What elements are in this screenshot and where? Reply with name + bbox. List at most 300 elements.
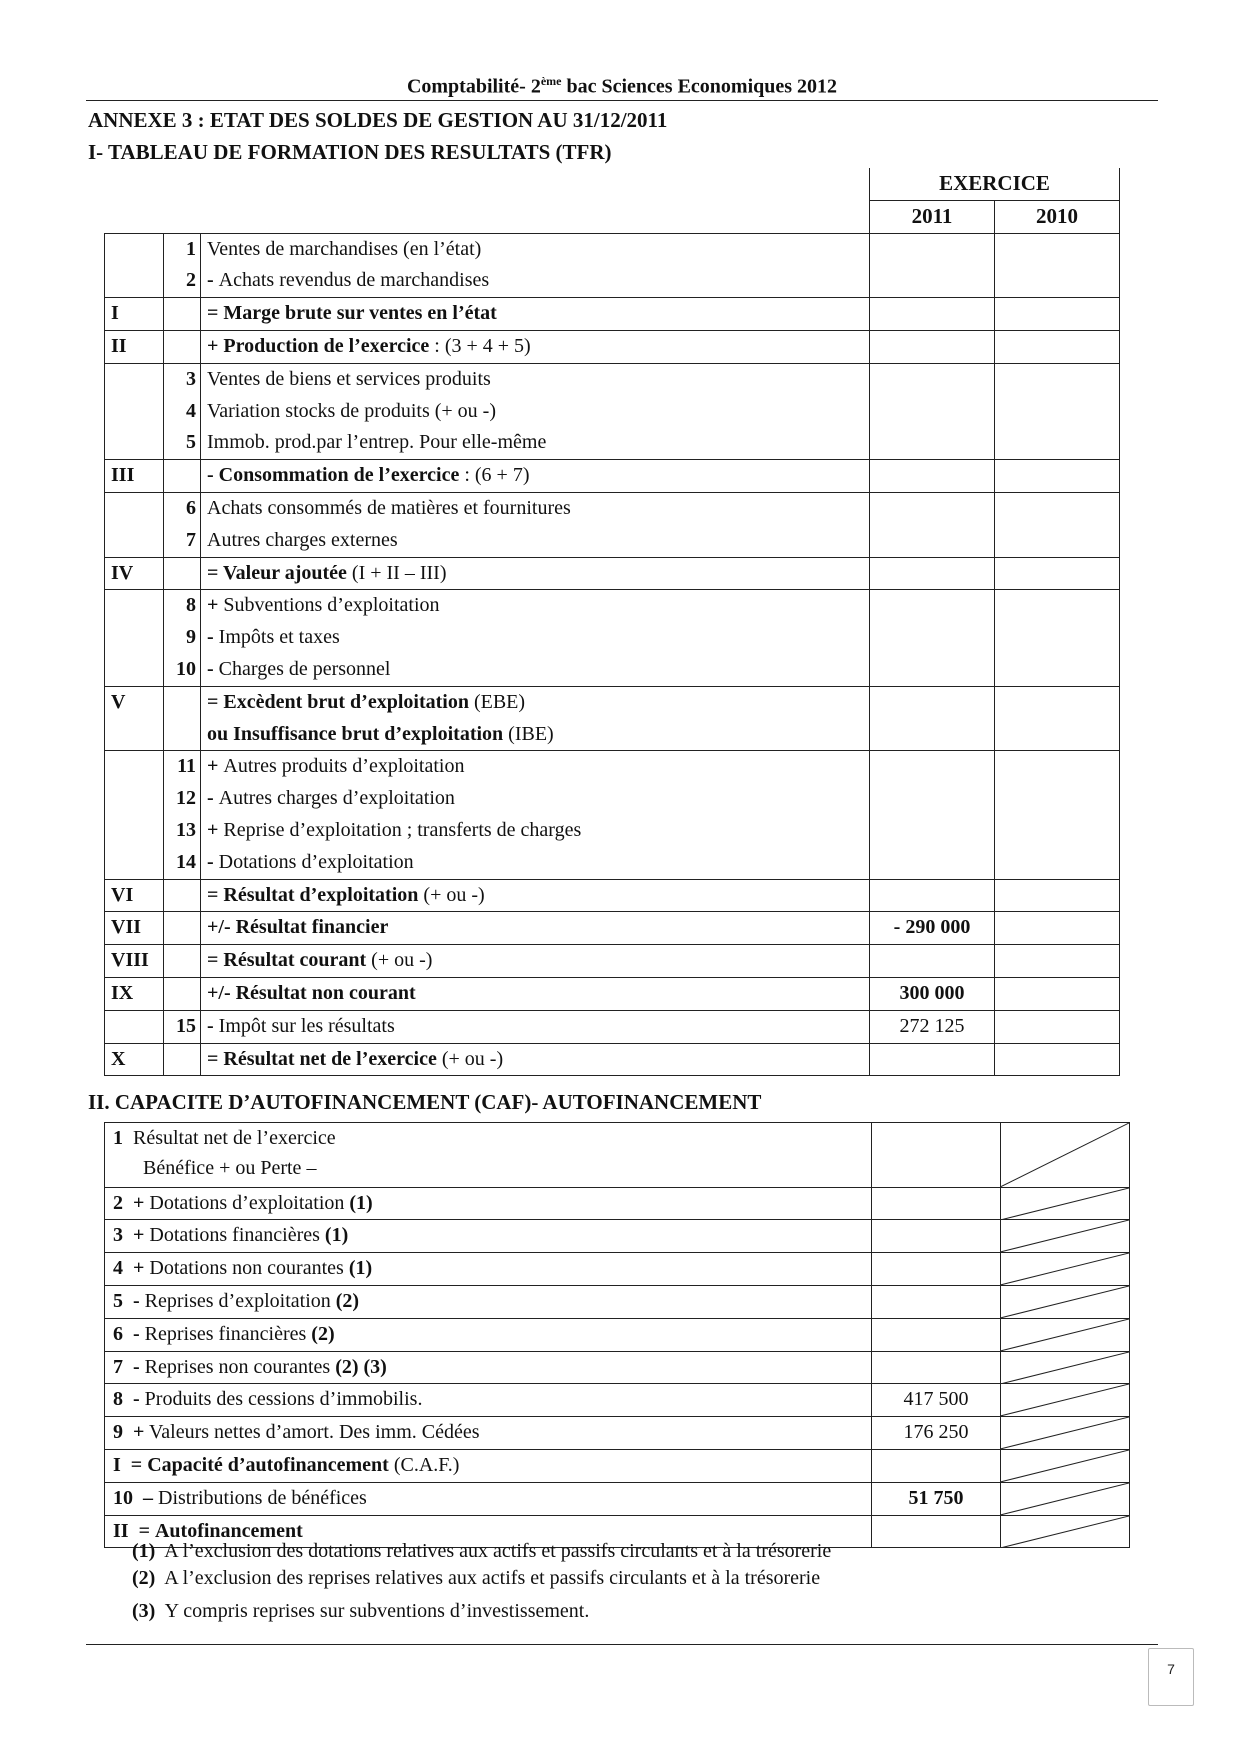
tfr-label-text: Impôt sur les résultats xyxy=(218,1014,395,1037)
caf-label xyxy=(105,1187,872,1220)
tfr-sign: - xyxy=(207,626,219,649)
tfr-value-2011: 272 125 xyxy=(870,1010,995,1043)
tfr-num xyxy=(164,977,201,1010)
caf-ref: (1) xyxy=(348,1257,373,1280)
tfr-roman xyxy=(105,847,164,879)
tfr-label xyxy=(201,751,870,783)
caf-label xyxy=(105,1253,872,1286)
tfr-num: 14 xyxy=(164,847,201,879)
tfr-value-2010 xyxy=(995,1010,1120,1043)
tfr-row xyxy=(105,1043,1120,1076)
tfr-row xyxy=(105,427,1120,459)
tfr-label-bold: = Valeur ajoutée xyxy=(207,561,347,584)
caf-label-text: Valeurs nettes d’amort. Des imm. Cédées xyxy=(149,1421,480,1444)
caf-crossed-cell xyxy=(1001,1417,1130,1450)
diagonal-line xyxy=(1001,1352,1129,1384)
diagonal-strike xyxy=(1001,1123,1129,1187)
tfr-roman: I xyxy=(105,298,164,331)
caf-crossed-cell xyxy=(1001,1187,1130,1220)
tfr-roman xyxy=(105,654,164,686)
tfr-value-2011 xyxy=(870,525,995,557)
tfr-row xyxy=(105,751,1120,783)
caf-crossed-cell xyxy=(1001,1123,1130,1188)
diagonal-strike xyxy=(1001,1253,1129,1285)
caf-label-text: Reprises d’exploitation xyxy=(144,1289,331,1312)
caf-sign: = xyxy=(138,1519,150,1542)
tfr-num: 10 xyxy=(164,654,201,686)
caf-label xyxy=(105,1417,872,1450)
tfr-label xyxy=(201,233,870,265)
tfr-num: 6 xyxy=(164,492,201,524)
caf-row xyxy=(105,1482,1130,1515)
header-text-pre: Comptabilité- 2 xyxy=(406,75,541,98)
caf-num: 3 xyxy=(113,1224,123,1247)
tfr-roman xyxy=(105,525,164,557)
tfr-value-2010 xyxy=(995,719,1120,751)
header-rule xyxy=(86,100,1158,101)
tfr-roman: VI xyxy=(105,879,164,912)
caf-value: 417 500 xyxy=(872,1384,1001,1417)
diagonal-line xyxy=(1001,1220,1129,1252)
caf-crossed-cell xyxy=(1001,1515,1130,1548)
caf-ref: (2) (3) xyxy=(335,1355,387,1378)
footnote-text: A l’exclusion des reprises relatives aux actifs et passifs circulants et à la trésorerie xyxy=(164,1567,821,1589)
caf-label xyxy=(105,1220,872,1253)
tfr-row xyxy=(105,783,1120,815)
diagonal-line xyxy=(1001,1417,1129,1449)
tfr-label-bold: = Résultat net de l’exercice xyxy=(207,1047,437,1070)
caf-label xyxy=(105,1449,872,1482)
tfr-label xyxy=(201,590,870,622)
caf-sign: – xyxy=(143,1486,153,1509)
caf-ref: (2) xyxy=(311,1322,335,1345)
tfr-label-text: Immob. prod.par l’entrep. Pour elle-même xyxy=(207,431,547,454)
caf-label xyxy=(105,1482,872,1515)
tfr-num xyxy=(164,686,201,718)
caf-label-bold: Autofinancement xyxy=(154,1519,303,1542)
caf-value xyxy=(872,1515,1001,1548)
tfr-roman xyxy=(105,751,164,783)
tfr-label xyxy=(201,815,870,847)
tfr-label-text: (+ ou -) xyxy=(436,1047,504,1070)
caf-ref: (1) xyxy=(349,1191,373,1214)
tfr-label xyxy=(201,460,870,493)
caf-label xyxy=(105,1351,872,1384)
tfr-num: 3 xyxy=(164,363,201,395)
diagonal-strike xyxy=(1001,1286,1129,1318)
tfr-roman: III xyxy=(105,460,164,493)
tfr-num: 1 xyxy=(164,233,201,265)
caf-num: II xyxy=(113,1519,129,1542)
tfr-roman: V xyxy=(105,686,164,718)
tfr-label-text: Charges de personnel xyxy=(218,657,391,680)
tfr-label xyxy=(201,427,870,459)
tfr-label xyxy=(201,945,870,978)
tfr-label xyxy=(201,557,870,590)
tfr-row xyxy=(105,233,1120,265)
tfr-roman: X xyxy=(105,1043,164,1076)
caf-crossed-cell xyxy=(1001,1220,1130,1253)
tfr-roman: II xyxy=(105,330,164,363)
tfr-label-text: (EBE) xyxy=(468,690,526,713)
tfr-value-2010 xyxy=(995,460,1120,493)
caf-row xyxy=(105,1285,1130,1318)
caf-label xyxy=(105,1318,872,1351)
tfr-label-text: Impôts et taxes xyxy=(218,626,340,649)
tfr-value-2010 xyxy=(995,847,1120,879)
tfr-roman xyxy=(105,427,164,459)
caf-value xyxy=(872,1351,1001,1384)
tfr-value-2010 xyxy=(995,783,1120,815)
tfr-num: 2 xyxy=(164,265,201,297)
caf-num: 5 xyxy=(113,1289,123,1312)
caf-title: II. CAPACITE D’AUTOFINANCEMENT (CAF)- AUTOFINANCEMENT xyxy=(88,1090,762,1114)
caf-value xyxy=(872,1187,1001,1220)
diagonal-strike xyxy=(1001,1352,1129,1384)
tfr-row xyxy=(105,912,1120,945)
footer-rule xyxy=(86,1644,1158,1645)
tfr-label xyxy=(201,879,870,912)
tfr-row xyxy=(105,590,1120,622)
tfr-num xyxy=(164,1043,201,1076)
tfr-roman xyxy=(105,622,164,654)
diagonal-line xyxy=(1001,1123,1129,1187)
tfr-roman: VIII xyxy=(105,945,164,978)
tfr-value-2011 xyxy=(870,945,995,978)
caf-label-text: Dotations financières xyxy=(149,1224,320,1247)
tfr-label-bold: = Résultat d’exploitation xyxy=(207,883,419,906)
tfr-title: I- TABLEAU DE FORMATION DES RESULTATS (TFR) xyxy=(88,140,612,164)
caf-label-text: Dotations non courantes xyxy=(149,1257,344,1280)
tfr-label-bold: +/- Résultat non courant xyxy=(207,981,416,1004)
caf-value: 51 750 xyxy=(872,1482,1001,1515)
tfr-value-2011 xyxy=(870,557,995,590)
diagonal-line xyxy=(1001,1483,1129,1515)
footnote xyxy=(132,1598,831,1625)
tfr-roman xyxy=(105,719,164,751)
tfr-label xyxy=(201,492,870,524)
tfr-value-2011 xyxy=(870,265,995,297)
tfr-num: 9 xyxy=(164,622,201,654)
caf-value xyxy=(872,1220,1001,1253)
tfr-value-2011 xyxy=(870,330,995,363)
tfr-label-text: Dotations d’exploitation xyxy=(218,850,414,873)
caf-label xyxy=(105,1285,872,1318)
tfr-num xyxy=(164,298,201,331)
caf-row xyxy=(105,1123,1130,1188)
tfr-value-2010 xyxy=(995,654,1120,686)
caf-crossed-cell xyxy=(1001,1384,1130,1417)
tfr-row xyxy=(105,525,1120,557)
tfr-row xyxy=(105,847,1120,879)
tfr-label-text: Subventions d’exploitation xyxy=(223,594,440,617)
tfr-value-2010 xyxy=(995,330,1120,363)
caf-sign: + xyxy=(133,1191,145,1214)
tfr-label-text: : (6 + 7) xyxy=(459,464,530,487)
diagonal-strike xyxy=(1001,1483,1129,1515)
tfr-sign: - xyxy=(207,850,219,873)
footnote xyxy=(132,1565,831,1592)
tfr-num xyxy=(164,460,201,493)
diagonal-strike xyxy=(1001,1384,1129,1416)
tfr-row xyxy=(105,265,1120,297)
tfr-value-2010 xyxy=(995,622,1120,654)
tfr-row xyxy=(105,977,1120,1010)
caf-ref: (2) xyxy=(335,1289,360,1312)
caf-sign: = xyxy=(130,1453,143,1476)
header-text-post: bac Sciences Economiques 2012 xyxy=(561,75,838,98)
tfr-value-2011: - 290 000 xyxy=(870,912,995,945)
tfr-label xyxy=(201,686,870,718)
tfr-row xyxy=(105,298,1120,331)
tfr-value-2011: 300 000 xyxy=(870,977,995,1010)
tfr-label-text: Ventes de marchandises (en l’état) xyxy=(207,237,482,260)
tfr-label-bold: +/- Résultat financier xyxy=(207,916,389,939)
tfr-label-text: : (3 + 4 + 5) xyxy=(429,334,531,357)
tfr-num: 13 xyxy=(164,815,201,847)
caf-label xyxy=(105,1384,872,1417)
caf-value: 176 250 xyxy=(872,1417,1001,1450)
tfr-roman xyxy=(105,396,164,428)
caf-label-text: Reprises non courantes xyxy=(144,1355,331,1378)
caf-crossed-cell xyxy=(1001,1482,1130,1515)
caf-label-text: Produits des cessions d’immobilis. xyxy=(144,1388,423,1411)
tfr-value-2010 xyxy=(995,879,1120,912)
tfr-value-2011 xyxy=(870,233,995,265)
tfr-label-text: (+ ou -) xyxy=(418,883,485,906)
page-header xyxy=(86,74,1158,99)
tfr-label-text: Achats revendus de marchandises xyxy=(218,269,490,292)
tfr-value-2011 xyxy=(870,686,995,718)
tfr-roman: IV xyxy=(105,557,164,590)
tfr-label xyxy=(201,622,870,654)
tfr-label-bold: - Consommation de l’exercice xyxy=(207,464,460,487)
tfr-value-2010 xyxy=(995,396,1120,428)
tfr-value-2011 xyxy=(870,622,995,654)
caf-sign: + xyxy=(133,1224,145,1247)
caf-label-text: Résultat net de l’exercice xyxy=(133,1127,336,1149)
tfr-label xyxy=(201,525,870,557)
caf-label-text: Dotations d’exploitation xyxy=(149,1191,345,1214)
caf-value xyxy=(872,1318,1001,1351)
tfr-value-2010 xyxy=(995,751,1120,783)
tfr-roman xyxy=(105,590,164,622)
tfr-label xyxy=(201,363,870,395)
caf-num: 2 xyxy=(113,1191,123,1214)
page-number: 7 xyxy=(1148,1648,1194,1706)
tfr-value-2010 xyxy=(995,265,1120,297)
caf-crossed-cell xyxy=(1001,1351,1130,1384)
tfr-row xyxy=(105,686,1120,718)
tfr-label-text: Autres charges externes xyxy=(207,528,398,551)
footnote-text: Y compris reprises sur subventions d’investissement. xyxy=(164,1600,590,1622)
tfr-label-text: Achats consommés de matières et fournitures xyxy=(207,496,571,519)
tfr-roman xyxy=(105,363,164,395)
tfr-label-bold: = Résultat courant xyxy=(207,949,367,972)
tfr-label-bold: = Marge brute sur ventes en l’état xyxy=(207,302,497,325)
tfr-value-2010 xyxy=(995,590,1120,622)
tfr-label xyxy=(201,396,870,428)
caf-crossed-cell xyxy=(1001,1449,1130,1482)
tfr-label xyxy=(201,1043,870,1076)
tfr-value-2010 xyxy=(995,492,1120,524)
diagonal-strike xyxy=(1001,1319,1129,1351)
caf-num: 4 xyxy=(113,1257,123,1280)
tfr-row xyxy=(105,654,1120,686)
tfr-value-2011 xyxy=(870,847,995,879)
tfr-num: 12 xyxy=(164,783,201,815)
tfr-num: 7 xyxy=(164,525,201,557)
tfr-roman xyxy=(105,233,164,265)
caf-num: 9 xyxy=(113,1421,123,1444)
diagonal-strike xyxy=(1001,1450,1129,1482)
caf-label-text: Distributions de bénéfices xyxy=(158,1486,367,1509)
caf-num: 1 xyxy=(113,1127,123,1149)
tfr-roman xyxy=(105,815,164,847)
annex-title: ANNEXE 3 : ETAT DES SOLDES DE GESTION AU 31/12/2011 xyxy=(88,108,668,132)
footnotes xyxy=(132,1538,831,1625)
caf-label-text: (C.A.F.) xyxy=(388,1453,460,1476)
tfr-value-2011 xyxy=(870,492,995,524)
tfr-row xyxy=(105,815,1120,847)
tfr-label-bold: ou Insuffisance brut d’exploitation xyxy=(207,722,504,745)
tfr-roman: VII xyxy=(105,912,164,945)
caf-num: 8 xyxy=(113,1388,123,1411)
tfr-row xyxy=(105,460,1120,493)
tfr-value-2011 xyxy=(870,460,995,493)
tfr-label xyxy=(201,912,870,945)
caf-row xyxy=(105,1417,1130,1450)
diagonal-line xyxy=(1001,1188,1129,1220)
tfr-value-2010 xyxy=(995,815,1120,847)
tfr-value-2011 xyxy=(870,719,995,751)
tfr-row xyxy=(105,1010,1120,1043)
caf-row xyxy=(105,1253,1130,1286)
caf-num: I xyxy=(113,1453,121,1476)
diagonal-strike xyxy=(1001,1516,1129,1548)
tfr-value-2010 xyxy=(995,427,1120,459)
tfr-label-text: (+ ou -) xyxy=(366,949,433,972)
caf-label-text: Reprises financières xyxy=(144,1322,307,1345)
tfr-label xyxy=(201,330,870,363)
diagonal-strike xyxy=(1001,1220,1129,1252)
tfr-row xyxy=(105,945,1120,978)
caf-row xyxy=(105,1351,1130,1384)
tfr-value-2010 xyxy=(995,912,1120,945)
tfr-label-text: Variation stocks de produits (+ ou -) xyxy=(207,399,497,422)
tfr-sign: + xyxy=(207,818,224,841)
diagonal-line xyxy=(1001,1450,1129,1482)
tfr-row xyxy=(105,622,1120,654)
tfr-num: 11 xyxy=(164,751,201,783)
tfr-num: 5 xyxy=(164,427,201,459)
caf-num: 6 xyxy=(113,1322,123,1345)
caf-sign: + xyxy=(133,1421,145,1444)
tfr-num: 15 xyxy=(164,1010,201,1043)
caf-ref: (1) xyxy=(324,1224,349,1247)
caf-crossed-cell xyxy=(1001,1253,1130,1286)
tfr-label-text: Reprise d’exploitation ; transferts de charges xyxy=(223,818,582,841)
caf-sign: - xyxy=(133,1355,140,1378)
tfr-row xyxy=(105,396,1120,428)
tfr-header-row-1 xyxy=(105,168,1120,200)
caf-row xyxy=(105,1318,1130,1351)
caf-label xyxy=(105,1123,872,1188)
tfr-value-2010 xyxy=(995,557,1120,590)
tfr-label-text: (I + II – III) xyxy=(346,561,447,584)
tfr-row xyxy=(105,330,1120,363)
tfr-value-2010 xyxy=(995,977,1120,1010)
tfr-label-bold: = Excèdent brut d’exploitation xyxy=(207,690,469,713)
diagonal-line xyxy=(1001,1286,1129,1318)
tfr-label xyxy=(201,1010,870,1043)
tfr-label xyxy=(201,783,870,815)
tfr-row xyxy=(105,557,1120,590)
tfr-value-2011 xyxy=(870,751,995,783)
caf-table xyxy=(104,1122,1130,1548)
tfr-value-2011 xyxy=(870,363,995,395)
tfr-roman xyxy=(105,492,164,524)
tfr-table xyxy=(104,168,1120,1076)
tfr-num xyxy=(164,879,201,912)
tfr-roman: IX xyxy=(105,977,164,1010)
tfr-sign: + xyxy=(207,755,224,778)
caf-label-line2: Bénéfice + ou Perte – xyxy=(143,1157,317,1179)
caf-crossed-cell xyxy=(1001,1285,1130,1318)
tfr-value-2011 xyxy=(870,590,995,622)
tfr-label xyxy=(201,719,870,751)
caf-sign: - xyxy=(133,1322,140,1345)
tfr-value-2010 xyxy=(995,233,1120,265)
tfr-label xyxy=(201,977,870,1010)
tfr-value-2011 xyxy=(870,427,995,459)
diagonal-line xyxy=(1001,1516,1129,1548)
caf-row xyxy=(105,1449,1130,1482)
tfr-value-2011 xyxy=(870,815,995,847)
caf-sign: + xyxy=(133,1257,145,1280)
caf-crossed-cell xyxy=(1001,1318,1130,1351)
tfr-value-2011 xyxy=(870,783,995,815)
caf-row xyxy=(105,1220,1130,1253)
tfr-value-2010 xyxy=(995,945,1120,978)
footnote-ref: (2) xyxy=(132,1567,156,1589)
tfr-value-2011 xyxy=(870,298,995,331)
tfr-sign: - xyxy=(207,657,219,680)
caf-num: 7 xyxy=(113,1355,123,1378)
tfr-num xyxy=(164,945,201,978)
tfr-value-2011 xyxy=(870,396,995,428)
tfr-row xyxy=(105,879,1120,912)
tfr-label-text: Autres charges d’exploitation xyxy=(218,787,455,810)
tfr-label xyxy=(201,654,870,686)
footnote-text: A l’exclusion des dotations relatives aux actifs et passifs circulants et à la trésorerie xyxy=(164,1540,832,1562)
tfr-exercice-header: EXERCICE xyxy=(870,168,1120,200)
caf-row xyxy=(105,1187,1130,1220)
footnote-ref: (1) xyxy=(132,1540,156,1562)
tfr-label-text: Autres produits d’exploitation xyxy=(223,755,465,778)
tfr-value-2011 xyxy=(870,879,995,912)
caf-label-bold: Capacité d’autofinancement xyxy=(147,1453,389,1476)
tfr-value-2010 xyxy=(995,525,1120,557)
tfr-row xyxy=(105,492,1120,524)
tfr-row xyxy=(105,363,1120,395)
tfr-roman xyxy=(105,265,164,297)
tfr-num xyxy=(164,719,201,751)
tfr-label-bold: + Production de l’exercice xyxy=(207,334,430,357)
tfr-label-text: Ventes de biens et services produits xyxy=(207,367,491,390)
tfr-sign: - xyxy=(207,787,219,810)
tfr-sign: + xyxy=(207,594,224,617)
